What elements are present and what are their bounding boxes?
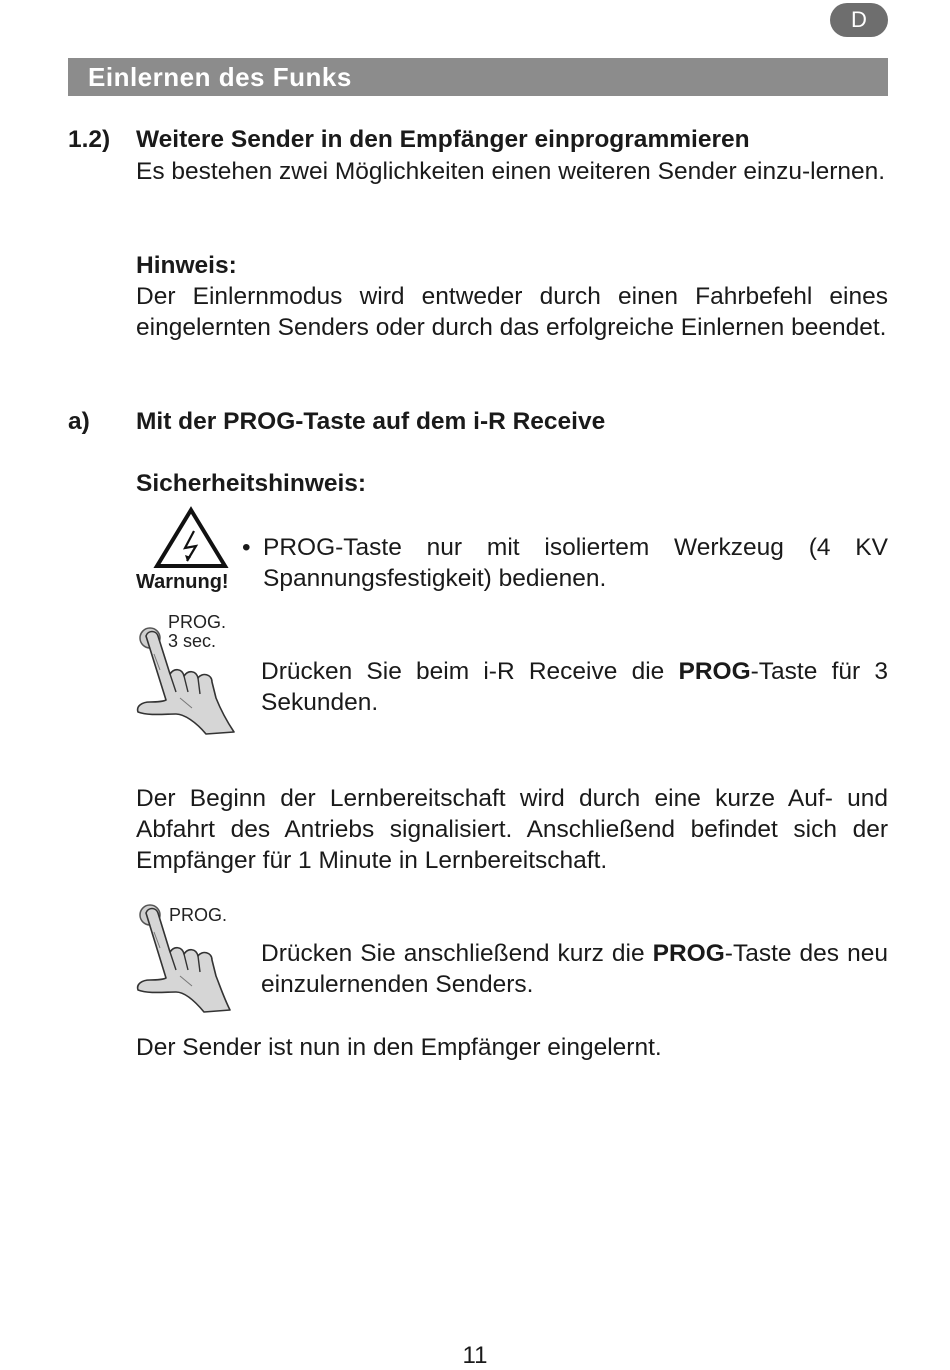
conclusion-text: Der Sender ist nun in den Empfänger eingelernt.: [136, 1034, 662, 1061]
section-title: Einlernen des Funks: [68, 58, 888, 96]
duration-label: 3 sec.: [168, 631, 217, 651]
section-intro: Es bestehen zwei Möglichkeiten einen weiteren Sender einzu-lernen.: [136, 158, 886, 185]
section-number: 1.2): [68, 126, 111, 153]
finger-press-icon: [136, 624, 236, 736]
safety-text: PROG-Taste nur mit isoliertem Werkzeug (4 KV Spannungsfestigkeit) bedienen.: [263, 534, 888, 592]
bullet: •: [242, 534, 251, 561]
safety-heading: Sicherheitshinweis:: [136, 470, 367, 497]
step2-text: Drücken Sie anschließend kurz die PROG-Taste des neu einzulernenden Senders.: [261, 940, 888, 998]
note-text: Der Einlernmodus wird entweder durch einen Fahrbefehl eines eingelernten Senders oder durch das erfolgreiche Einlernen beendet.: [136, 283, 888, 341]
language-badge: D: [830, 3, 888, 37]
prog-label-2: PROG.: [169, 905, 228, 925]
finger-press-icon-2: [136, 902, 232, 1014]
page-number: 11: [462, 1342, 488, 1369]
prog-label: PROG.: [168, 612, 227, 632]
warning-label: Warnung!: [136, 571, 229, 593]
subsection-label: a): [68, 408, 90, 435]
step1-text: Drücken Sie beim i-R Receive die PROG-Taste für 3 Sekunden.: [261, 658, 888, 716]
warning-triangle-icon: [154, 507, 228, 569]
section-heading: Weitere Sender in den Empfänger einprogrammieren: [136, 126, 750, 153]
learn-ready-text: Der Beginn der Lernbereitschaft wird durch eine kurze Auf- und Abfahrt des Antriebs signalisiert. Anschließend befindet sich der Empfänger für 1 Minute in Lernbereitschaft.: [136, 785, 888, 874]
note-heading: Hinweis:: [136, 252, 237, 279]
subsection-heading: Mit der PROG-Taste auf dem i-R Receive: [136, 408, 606, 435]
